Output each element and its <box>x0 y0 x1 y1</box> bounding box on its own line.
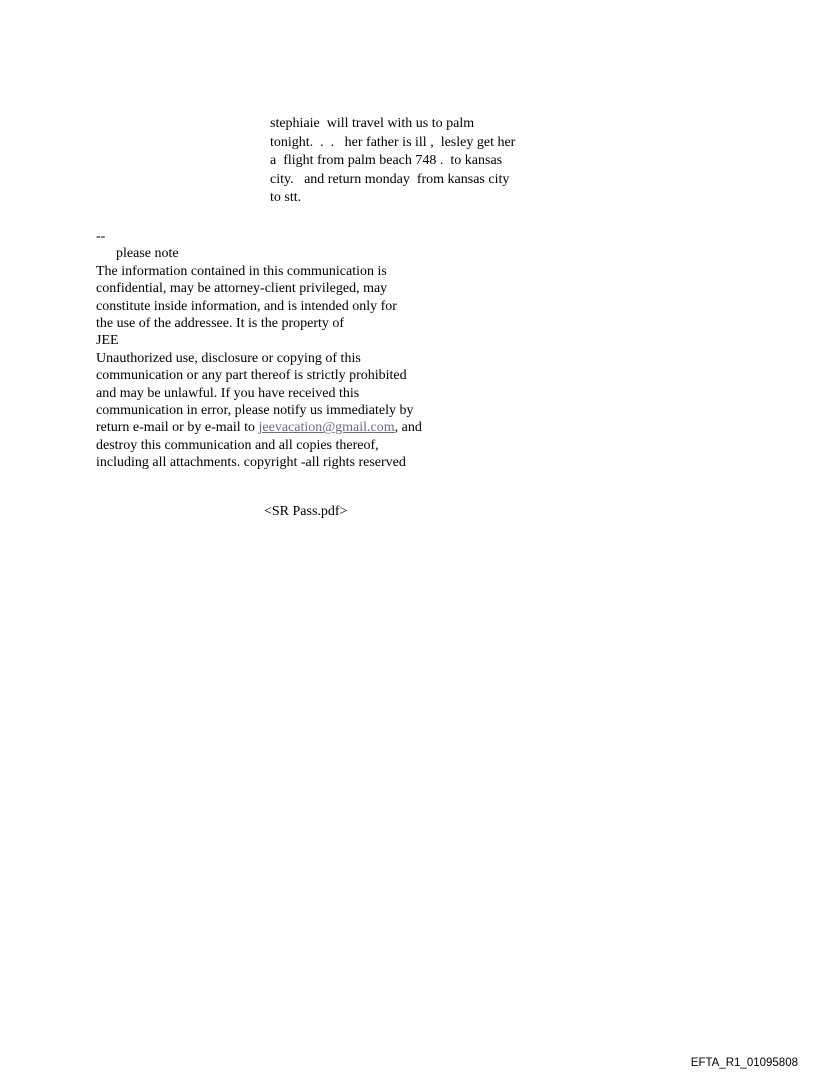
email-link[interactable]: jeevacation@gmail.com <box>258 420 395 436</box>
message-line: tonight. . . her father is ill , lesley get her <box>270 134 516 150</box>
document-id: EFTA_R1_01095808 <box>690 1057 798 1069</box>
disclaimer-heading: please note <box>116 246 179 262</box>
disclaimer-line: confidential, may be attorney-client privileged, may <box>96 281 388 297</box>
disclaimer-line: The information contained in this communication is <box>96 263 387 279</box>
message-line: city. and return monday from kansas city <box>270 171 510 187</box>
confidentiality-disclaimer <box>96 228 516 472</box>
email-suffix: , and <box>394 420 422 436</box>
email-prefix: return e-mail or by e-mail to <box>96 420 259 436</box>
disclaimer-line: including all attachments. copyright -all rights reserved <box>96 455 406 471</box>
disclaimer-line: communication in error, please notify us immediately by <box>96 403 414 419</box>
disclaimer-line: destroy this communication and all copies thereof, <box>96 437 379 453</box>
disclaimer-email-line <box>96 419 516 436</box>
disclaimer-line: JEE <box>96 333 119 349</box>
message-body <box>270 115 570 208</box>
disclaimer-line: communication or any part thereof is strictly prohibited <box>96 368 407 384</box>
message-line: stephiaie will travel with us to palm <box>270 116 475 131</box>
disclaimer-line: and may be unlawful. If you have received this <box>96 385 360 401</box>
signature-separator: -- <box>96 229 106 244</box>
disclaimer-line: constitute inside information, and is intended only for <box>96 298 397 314</box>
disclaimer-line: the use of the addressee. It is the property of <box>96 316 345 332</box>
disclaimer-line: Unauthorized use, disclosure or copying of this <box>96 350 361 366</box>
message-line: a flight from palm beach 748 . to kansas <box>270 153 503 169</box>
message-line: to stt. <box>270 190 302 206</box>
attachment-filename[interactable]: <SR Pass.pdf> <box>264 504 348 519</box>
